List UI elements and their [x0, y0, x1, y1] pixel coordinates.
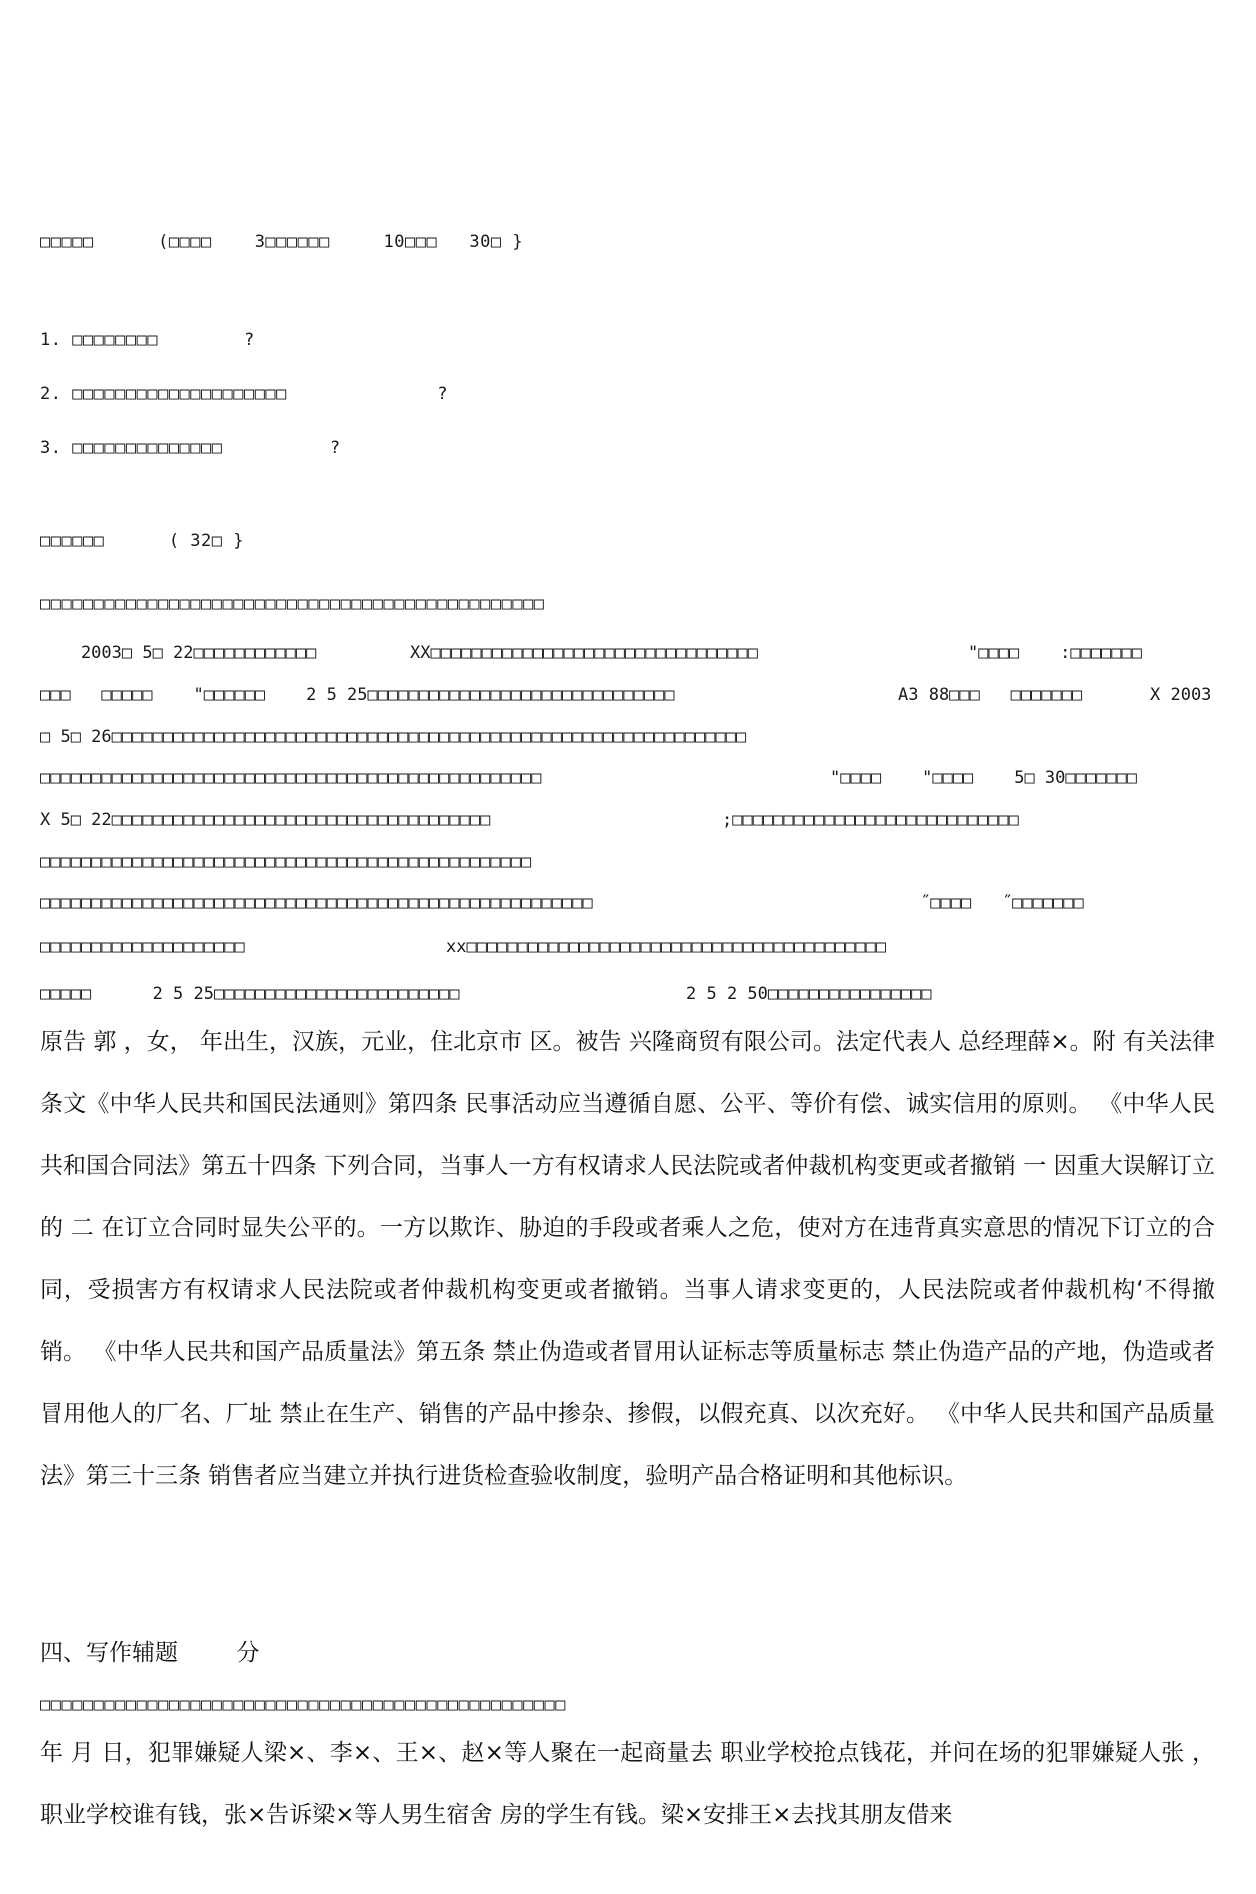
case-line-9-a: □□□□□ 2 5 25□□□□□□□□□□□□□□□□□□□□□□□□: [40, 984, 460, 1004]
case-line-3-a: □ 5□ 26□□□□□□□□□□□□□□□□□□□□□□□□□□□□□□□□□□□□□□□□□□□□□□□□□□□□□□□□□□□□□□: [40, 727, 747, 747]
section4-header: 四、写作辅题 分: [40, 1640, 260, 1666]
case-line-6-a: □□□□□□□□□□□□□□□□□□□□□□□□□□□□□□□□□□□□□□□□□□□□□□□□: [40, 852, 532, 872]
section4-intro: □□□□□□□□□□□□□□□□□□□□□□□□□□□□□□□□□□□□□□□□□□□□□□□□□: [40, 1695, 567, 1715]
case-line-4-b: "□□□□ "□□□□ 5□ 30□□□□□□□: [830, 768, 1138, 788]
case-line-1-b: XX□□□□□□□□□□□□□□□□□□□□□□□□□□□□□□□□: [410, 643, 758, 663]
case-line-7-a: □□□□□□□□□□□□□□□□□□□□□□□□□□□□□□□□□□□□□□□□□□□□□□□□□□□□□□: [40, 893, 593, 913]
case-body-paragraph: 原告 郭 ，女， 年出生，汉族，元业，住北京市 区。被告 兴隆商贸有限公司。法定代表人 总经理薛×。附 有关法律条文《中华人民共和国民法通则》第四条 民事活动应当遵循自愿、公平、等价有偿、诚实信用的原则。 《中华人民共和国合同法》第五十四条 下列合同，当事人一方有权请求人民法院或者仲裁机构变更或者撤销 一 因重大误解订立的 二 在订立合同时显失公平的。一方以欺诈、胁迫的手段或者乘人之危，使对方在违背真实意思的情况下订立的合同，受损害方有权请求人民法院或者仲裁机构变更或者撤销。当事人请求变更的，人民法院或者仲裁机构‘不得撤销。 《中华人民共和国产品质量法》第五条 禁止伪造或者冒用认证标志等质量标志 禁止伪造产品的产地，伪造或者冒用他人的厂名、厂址 禁止在生产、销售的产品中掺杂、掺假，以假充真、以次充好。 《中华人民共和国产品质量法》第三十三条 销售者应当建立并执行进货检查验收制度，验明产品合格证明和其他标识。: [40, 1029, 1215, 1489]
case-intro: □□□□□□□□□□□□□□□□□□□□□□□□□□□□□□□□□□□□□□□□□□□□□□□: [40, 594, 545, 614]
case-line-8-a: □□□□□□□□□□□□□□□□□□□□: [40, 937, 245, 957]
case-line-2-c: X 2003: [1150, 685, 1212, 705]
section3-header: □□□□□ (□□□□ 3□□□□□□ 10□□□ 30□ }: [40, 232, 524, 252]
case-line-5-b: ;□□□□□□□□□□□□□□□□□□□□□□□□□□□□: [722, 810, 1019, 830]
case-line-8-b: xx□□□□□□□□□□□□□□□□□□□□□□□□□□□□□□□□□□□□□□□□□: [446, 937, 887, 957]
question-1: 1. □□□□□□□□ ?: [40, 330, 255, 350]
case-line-9-b: 2 5 2 50□□□□□□□□□□□□□□□□: [686, 984, 932, 1004]
section4-body-paragraph: 年 月 日，犯罪嫌疑人梁×、李×、王×、赵×等人聚在一起商量去 职业学校抢点钱花，并问在场的犯罪嫌疑人张 ，职业学校谁有钱，张×告诉梁×等人男生宿舍 房的学生有钱。梁×安排王×去找其朋友借来: [40, 1740, 1215, 1828]
case-line-2-a: □□□ □□□□□ "□□□□□□ 2 5 25□□□□□□□□□□□□□□□□□□□□□□□□□□□□□□: [40, 685, 675, 705]
case-header: □□□□□□ ( 32□ }: [40, 531, 244, 551]
question-2: 2. □□□□□□□□□□□□□□□□□□□□ ?: [40, 384, 448, 404]
question-3: 3. □□□□□□□□□□□□□□ ?: [40, 438, 341, 458]
case-line-2-b: A3 88□□□ □□□□□□□: [898, 685, 1083, 705]
case-line-4-a: □□□□□□□□□□□□□□□□□□□□□□□□□□□□□□□□□□□□□□□□□□□□□□□□□: [40, 768, 542, 788]
case-line-7-b: ˝□□□□ ˝□□□□□□□: [920, 893, 1084, 913]
case-line-1-c: "□□□□ :□□□□□□□: [968, 643, 1142, 663]
case-line-1-a: 2003□ 5□ 22□□□□□□□□□□□□: [40, 643, 317, 663]
case-line-5-a: X 5□ 22□□□□□□□□□□□□□□□□□□□□□□□□□□□□□□□□□□□□□: [40, 810, 491, 830]
